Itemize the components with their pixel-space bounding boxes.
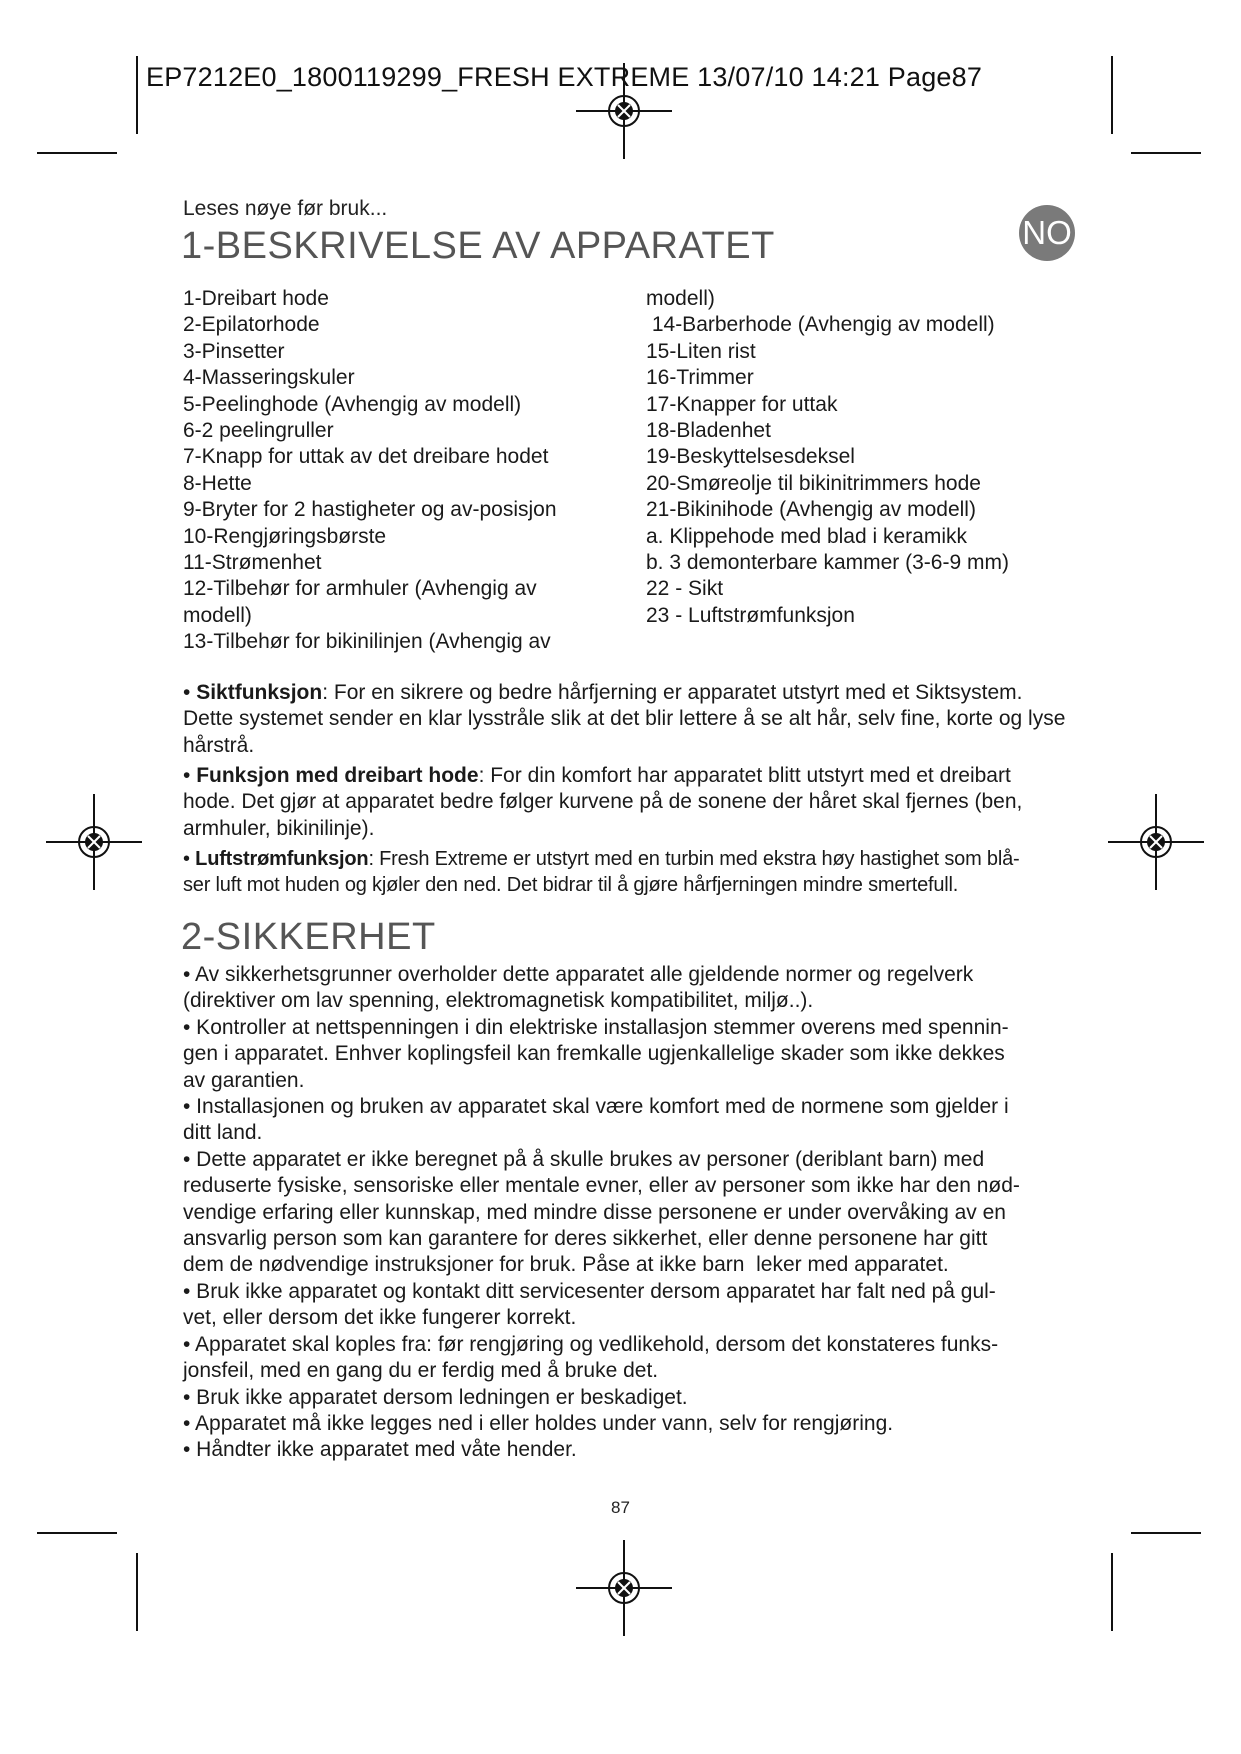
registration-mark-left-icon [46, 794, 142, 890]
list-item: 22 - Sikt [646, 577, 724, 601]
feature-text: hårstrå. [183, 733, 255, 757]
feature-pivoting-head [183, 763, 1128, 842]
parts-list-column-2 [646, 286, 1009, 629]
list-item: modell) [183, 603, 252, 627]
crop-mark-top-right-vertical [1111, 56, 1113, 134]
list-item: 6-2 peelingruller [183, 419, 334, 443]
feature-text: : For din komfort har apparatet blitt utstyrt med et dreibart [478, 764, 1011, 787]
list-item: modell) [646, 287, 715, 310]
list-item: 15-Liten rist [646, 339, 756, 363]
safety-line: • Kontroller at nettspenningen i din elektriske installasjon stemmer overens med spennin- [183, 1015, 1009, 1039]
safety-line: vet, eller dersom det ikke fungerer korrekt. [183, 1306, 577, 1330]
feature-text: : For en sikrere og bedre hårfjerning er apparatet utstyrt med et Siktsystem. [322, 681, 1023, 704]
list-item: 1-Dreibart hode [183, 287, 329, 310]
list-item: 7-Knapp for uttak av det dreibare hodet [183, 445, 549, 469]
crop-mark-bottom-right-vertical [1111, 1553, 1113, 1631]
list-item: 23 - Luftstrømfunksjon [646, 603, 855, 627]
safety-line: ansvarlig person som kan garantere for deres sikkerhet, eller denne personene har gitt [183, 1227, 988, 1251]
list-item: 18-Bladenhet [646, 419, 771, 443]
safety-line: reduserte fysiske, sensoriske eller mentale evner, eller av personer som ikke har den nød- [183, 1174, 1020, 1198]
safety-line: ditt land. [183, 1121, 263, 1145]
bullet: • [183, 848, 196, 870]
safety-instructions [183, 962, 1128, 1464]
bullet: • [183, 764, 197, 787]
safety-line: • Dette apparatet er ikke beregnet på å skulle brukes av personer (deriblant barn) med [183, 1147, 985, 1171]
list-item: 11-Strømenhet [183, 551, 322, 575]
feature-airflow [183, 846, 1128, 899]
list-item: 14-Barberhode (Avhengig av modell) [646, 313, 995, 337]
language-badge: NO [1019, 205, 1075, 261]
list-item: 12-Tilbehør for armhuler (Avhengig av [183, 577, 537, 601]
printer-slug-line: EP7212E0_1800119299_FRESH EXTREME 13/07/10 14:21 Page87 [146, 62, 983, 92]
list-item: 20-Smøreolje til bikinitrimmers hode [646, 471, 981, 495]
list-item: 17-Knapper for uttak [646, 392, 838, 416]
feature-sight-function [183, 680, 1128, 759]
list-item: b. 3 demonterbare kammer (3-6-9 mm) [646, 551, 1009, 575]
page-number: 87 [611, 1498, 630, 1517]
feature-text: ser luft mot huden og kjøler den ned. Det bidrar til å gjøre hårfjerningen mindre smertefull. [183, 874, 959, 897]
bullet: • [183, 681, 197, 704]
section-2-title: 2-SIKKERHET [181, 916, 436, 958]
safety-line: • Håndter ikke apparatet med våte hender. [183, 1438, 577, 1462]
list-item: 5-Peelinghode (Avhengig av modell) [183, 392, 522, 416]
safety-line: • Apparatet må ikke legges ned i eller holdes under vann, selv for rengjøring. [183, 1411, 894, 1435]
safety-line: jonsfeil, med en gang du er ferdig med å bruke det. [183, 1359, 659, 1383]
feature-text: hode. Det gjør at apparatet bedre følger kurvene på de sonene der håret skal fjernes (ben, [183, 790, 1023, 814]
crop-mark-bottom-left-vertical [136, 1553, 138, 1631]
list-item: 9-Bryter for 2 hastigheter og av-posisjon [183, 498, 557, 522]
list-item: 19-Beskyttelsesdeksel [646, 445, 855, 469]
list-item: 21-Bikinihode (Avhengig av modell) [646, 498, 976, 522]
feature-text: armhuler, bikinilinje). [183, 816, 375, 840]
crop-mark-top-right-horizontal [1131, 152, 1201, 154]
crop-mark-bottom-left-horizontal [37, 1532, 117, 1534]
feature-text: Dette systemet sender en klar lysstråle slik at det blir lettere å se alt hår, selv fine, korte og lyse [183, 707, 1066, 731]
list-item: 13-Tilbehør for bikinilinjen (Avhengig av [183, 630, 551, 654]
safety-line: gen i apparatet. Enhver koplingsfeil kan fremkalle ugjenkallelige skader som ikke dekkes [183, 1042, 1005, 1066]
crop-mark-bottom-right-horizontal [1131, 1532, 1201, 1534]
safety-line: dem de nødvendige instruksjoner for bruk. Påse at ikke barn leker med apparatet. [183, 1253, 949, 1277]
list-item: 4-Masseringskuler [183, 366, 355, 390]
safety-line: • Bruk ikke apparatet og kontakt ditt servicesenter dersom apparatet har falt ned på gul- [183, 1279, 996, 1303]
feature-text: : Fresh Extreme er utstyrt med en turbin med ekstra høy hastighet som blå- [368, 848, 1020, 870]
feature-label: Siktfunksjon [196, 681, 323, 704]
safety-line: (direktiver om lav spenning, elektromagnetisk kompatibilitet, miljø..). [183, 989, 814, 1013]
parts-list-column-1 [183, 286, 557, 656]
list-item: 10-Rengjøringsbørste [183, 524, 387, 548]
feature-label: Luftstrømfunksjon [195, 848, 369, 870]
crop-mark-top-left-vertical [136, 56, 138, 134]
list-item: a. Klippehode med blad i keramikk [646, 524, 968, 548]
section-1-title: 1-BESKRIVELSE AV APPARATET [181, 225, 775, 267]
read-before-use-note: Leses nøye før bruk... [183, 197, 388, 220]
feature-label: Funksjon med dreibart hode [196, 764, 479, 787]
safety-line: • Installasjonen og bruken av apparatet skal være komfort med de normene som gjelder i [183, 1095, 1009, 1119]
list-item: 3-Pinsetter [183, 339, 285, 363]
list-item: 16-Trimmer [646, 366, 754, 390]
safety-line: av garantien. [183, 1068, 305, 1092]
safety-line: vendige erfaring eller kunnskap, med mindre disse personene er under overvåking av en [183, 1200, 1006, 1224]
safety-line: • Av sikkerhetsgrunner overholder dette apparatet alle gjeldende normer og regelverk [183, 963, 974, 986]
list-item: 2-Epilatorhode [183, 313, 320, 337]
safety-line: • Bruk ikke apparatet dersom ledningen er beskadiget. [183, 1385, 688, 1409]
registration-mark-bottom-icon [576, 1540, 672, 1636]
list-item: 8-Hette [183, 471, 252, 495]
crop-mark-top-left-horizontal [37, 152, 117, 154]
safety-line: • Apparatet skal koples fra: før rengjøring og vedlikehold, dersom det konstateres funks- [183, 1332, 999, 1356]
